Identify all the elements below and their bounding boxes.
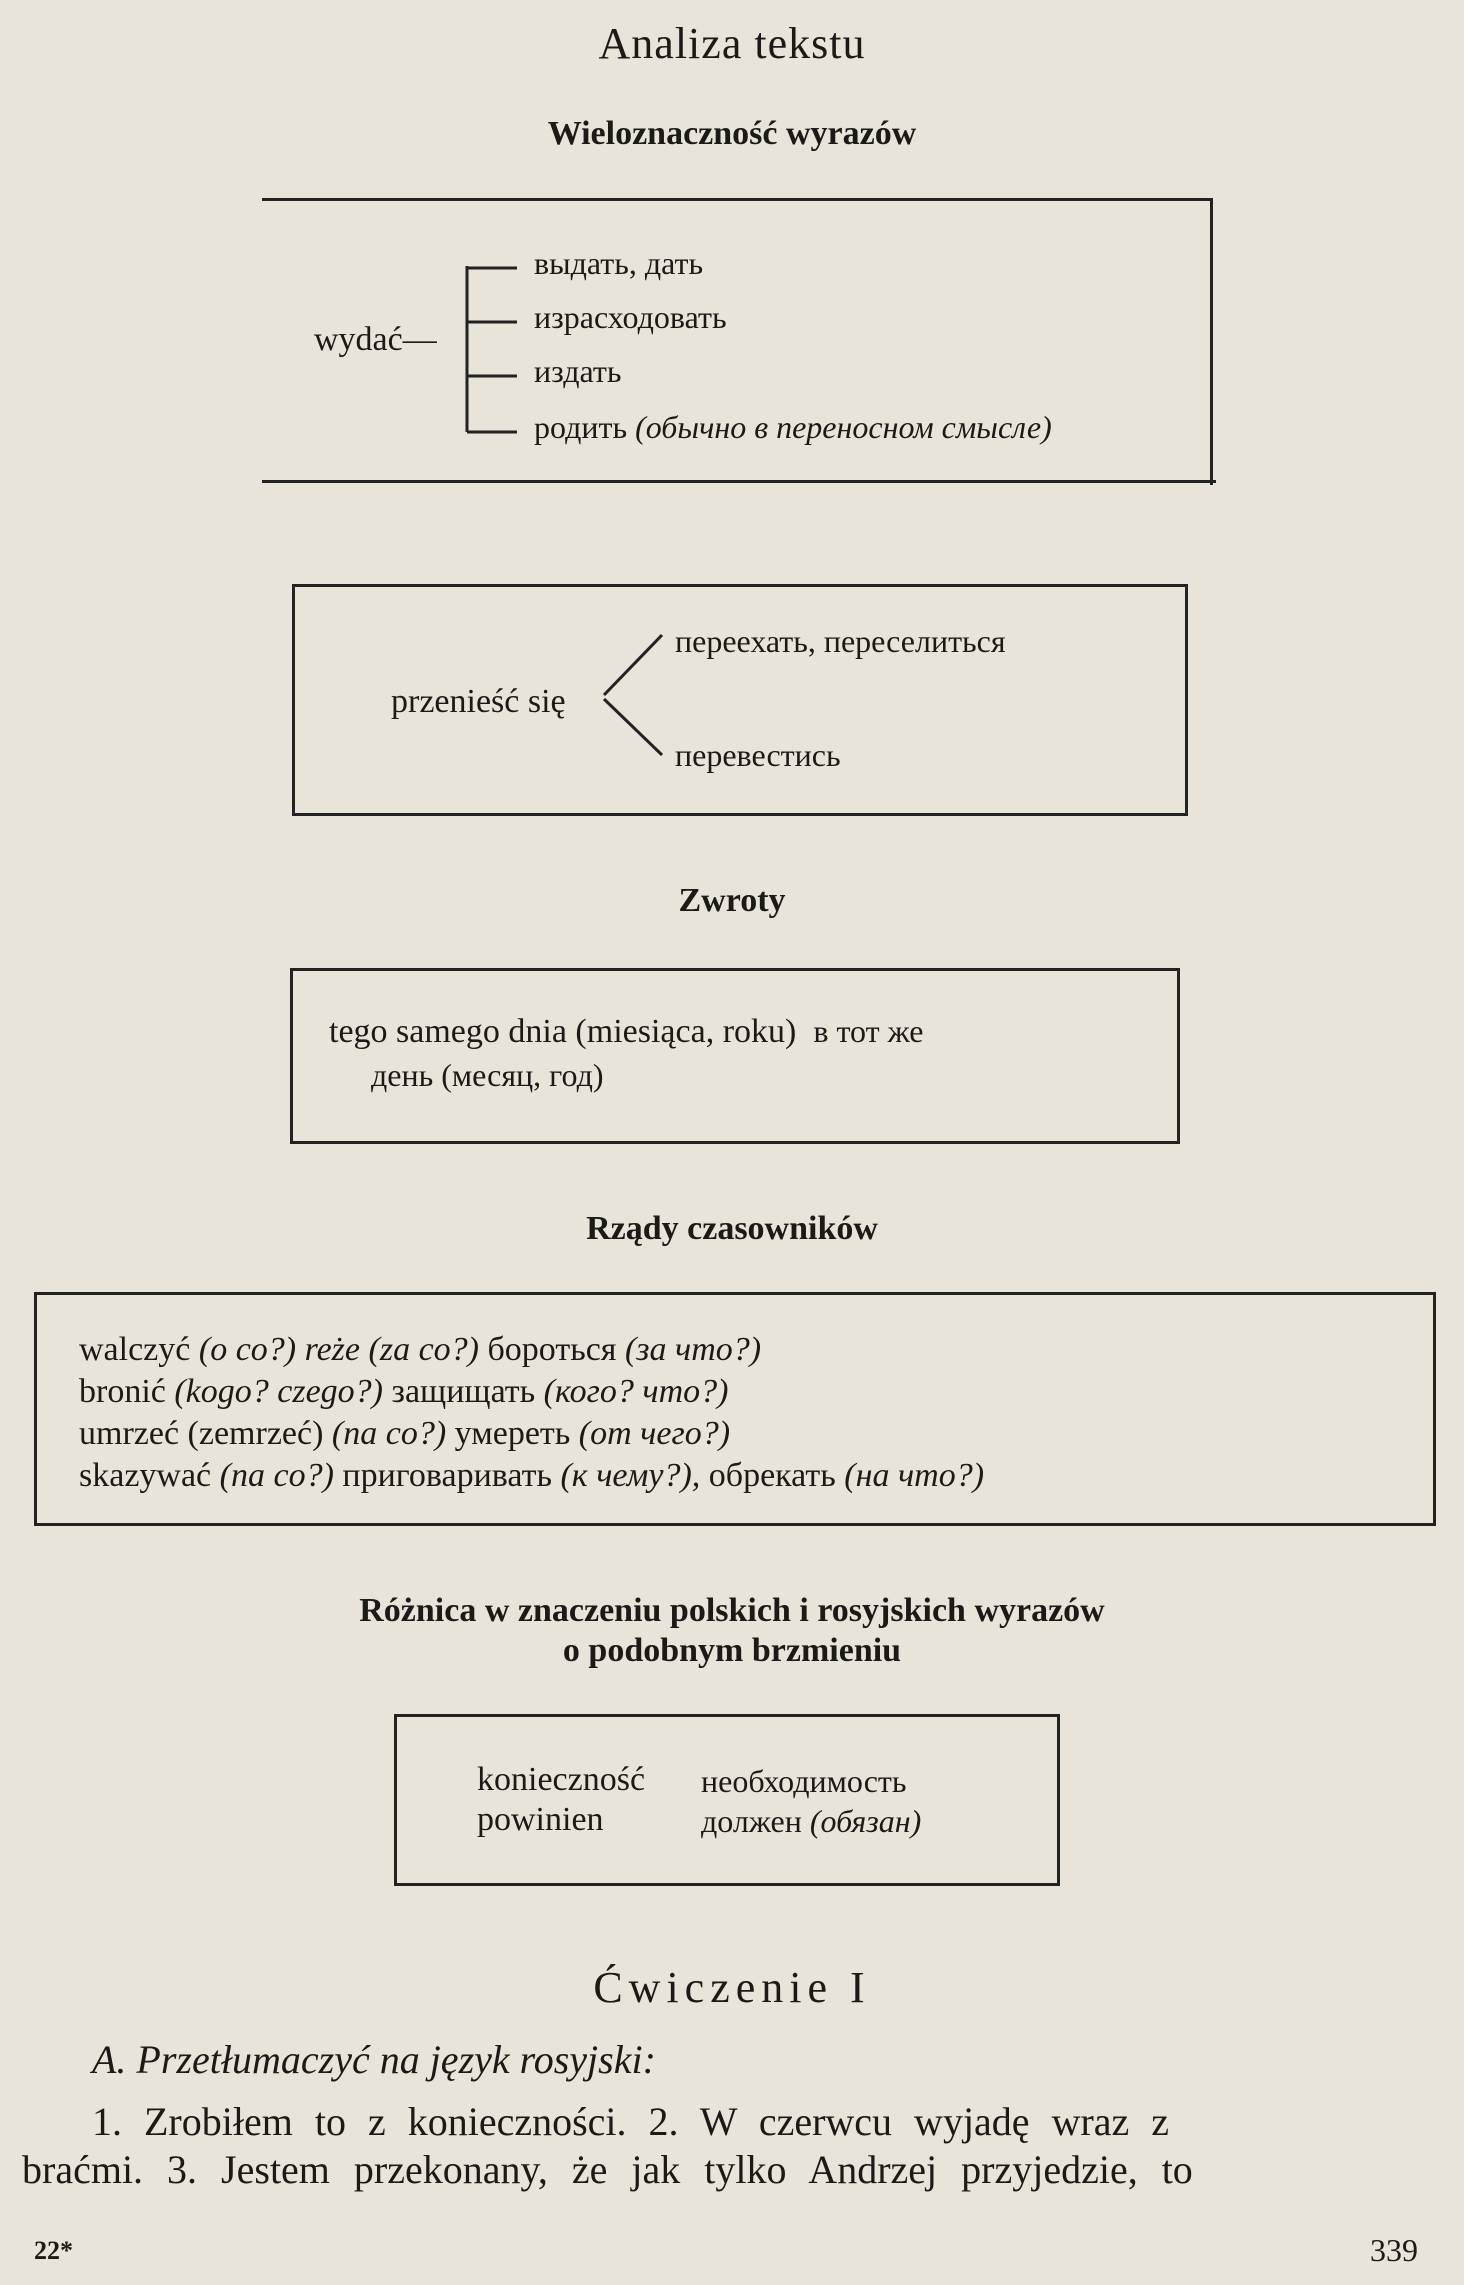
- phrase-polish: tego samego dnia (miesiąca, roku) в тот же: [329, 1013, 924, 1050]
- word-wydac: wydać—: [314, 321, 437, 358]
- exercise-title: Ćwiczenie I: [593, 1963, 871, 2012]
- pair-pl: konieczność: [477, 1761, 646, 1798]
- pair-pl: powinien: [477, 1801, 604, 1838]
- box-verbs: [34, 1292, 1436, 1526]
- meaning-1: выдать, дать: [534, 245, 704, 281]
- meaning-4: родить (обычно в переносном смысле): [534, 409, 1052, 445]
- verb-row: bronić (kogo? czego?) защищать (кого? что?): [79, 1373, 729, 1410]
- word-przeniesc: przenieść się: [391, 683, 566, 720]
- box-wydac: [262, 198, 1213, 485]
- box-false-friends: [394, 1714, 1060, 1886]
- pair-ru: необходимость: [701, 1763, 907, 1799]
- page-title: Analiza tekstu: [598, 19, 866, 68]
- phrase-russian: день (месяц, год): [371, 1057, 604, 1093]
- pair-ru: должен (обязан): [701, 1803, 922, 1839]
- exercise-instruction: A. Przetłumaczyć na język rosyjski:: [92, 2037, 656, 2082]
- heading-differences-line2: o podobnym brzmieniu: [562, 1632, 902, 1669]
- verb-row: umrzeć (zemrzeć) (na co?) умереть (от чего?): [79, 1415, 731, 1452]
- box-phrases: [290, 968, 1180, 1144]
- exercise-line-1: 1. Zrobiłem to z konieczności. 2. W czerwcu wyjadę wraz z: [92, 2099, 1170, 2144]
- exercise-line-2: braćmi. 3. Jestem przekonany, że jak tylko Andrzej przyjedzie, to: [22, 2147, 1193, 2192]
- meaning-pereehat: переехать, переселиться: [675, 623, 1006, 659]
- meaning-2: израсходовать: [534, 299, 727, 335]
- box-przeniesc: [292, 584, 1188, 816]
- verb-row: skazywać (na co?) приговаривать (к чему?), обрекать (на что?): [79, 1457, 985, 1494]
- heading-differences: Różnica w znaczeniu polskich i rosyjskich wyrazów: [359, 1592, 1105, 1629]
- verb-row: walczyć (o co?) reże (za co?) бороться (за что?): [79, 1331, 762, 1368]
- meaning-perevestis: перевестись: [675, 737, 841, 773]
- page-number: 339: [1370, 2232, 1418, 2268]
- heading-ambiguity: Wieloznaczność wyrazów: [547, 115, 917, 152]
- meaning-3: издать: [534, 353, 622, 389]
- printer-signature: 22*: [34, 2236, 73, 2265]
- fork-lines: [600, 627, 680, 767]
- heading-phrases: Zwroty: [678, 882, 786, 919]
- box-wydac-bottom-rule: [262, 480, 1216, 483]
- heading-verb-government: Rządy czasowników: [586, 1210, 878, 1247]
